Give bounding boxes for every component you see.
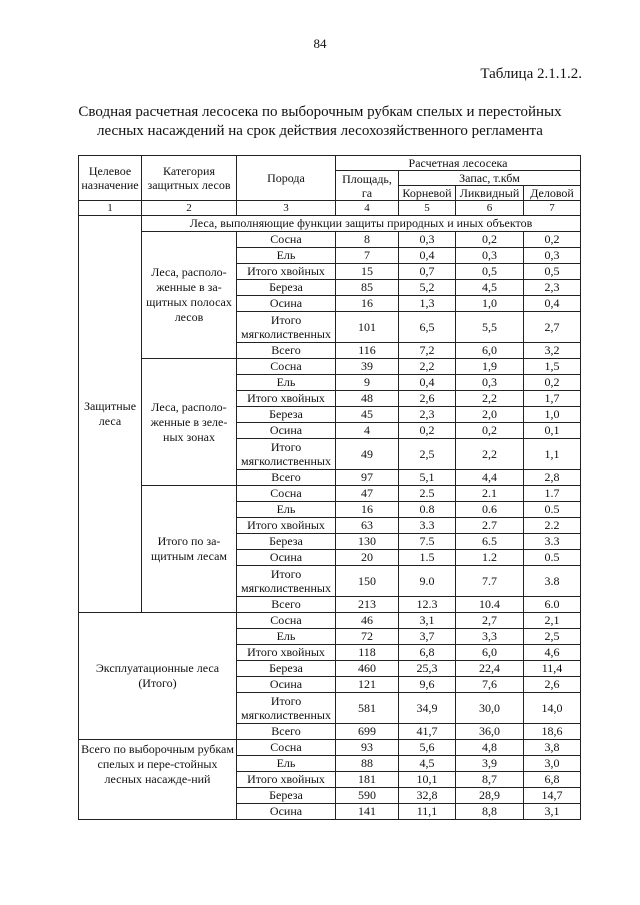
cell-species: Береза xyxy=(237,407,336,423)
cell-liquid: 0,2 xyxy=(456,232,524,248)
cell-area: 49 xyxy=(336,439,399,470)
group-total-protective: Итого по за-щитным лесам xyxy=(142,486,237,613)
cell-species: Сосна xyxy=(237,613,336,629)
group-strips: Леса, располо-женные в за-щитных полосах лесов xyxy=(142,232,237,359)
page-number: 84 xyxy=(313,36,327,51)
cell-root: 2,6 xyxy=(399,391,456,407)
cell-business: 0.5 xyxy=(524,502,581,518)
cell-business: 2.2 xyxy=(524,518,581,534)
cell-liquid: 2.7 xyxy=(456,518,524,534)
cell-business: 4,6 xyxy=(524,645,581,661)
cell-species: Осина xyxy=(237,804,336,820)
cell-liquid: 6,0 xyxy=(456,343,524,359)
cell-area: 130 xyxy=(336,534,399,550)
cell-business: 6.0 xyxy=(524,597,581,613)
cell-area: 101 xyxy=(336,312,399,343)
cell-species: Итого мягколиственных xyxy=(237,693,336,724)
cell-business: 1.7 xyxy=(524,486,581,502)
cell-area: 16 xyxy=(336,296,399,312)
cell-species: Итого хвойных xyxy=(237,518,336,534)
cell-liquid: 4,8 xyxy=(456,740,524,756)
header-liquid: Ликвидный xyxy=(456,186,524,201)
cell-root: 9,6 xyxy=(399,677,456,693)
cell-liquid: 28,9 xyxy=(456,788,524,804)
cell-root: 34,9 xyxy=(399,693,456,724)
cell-business: 2,8 xyxy=(524,470,581,486)
cell-species: Итого хвойных xyxy=(237,264,336,280)
cell-business: 14,0 xyxy=(524,693,581,724)
cell-business: 0,5 xyxy=(524,264,581,280)
cell-species: Береза xyxy=(237,534,336,550)
cell-root: 41,7 xyxy=(399,724,456,740)
cell-species: Сосна xyxy=(237,486,336,502)
cell-liquid: 10.4 xyxy=(456,597,524,613)
cell-business: 2,7 xyxy=(524,312,581,343)
cell-root: 32,8 xyxy=(399,788,456,804)
cell-liquid: 0,2 xyxy=(456,423,524,439)
cell-species: Осина xyxy=(237,296,336,312)
header-category: Категория защитных лесов xyxy=(142,156,237,201)
cell-area: 39 xyxy=(336,359,399,375)
cell-species: Всего xyxy=(237,343,336,359)
cell-liquid: 7,6 xyxy=(456,677,524,693)
col-number: 5 xyxy=(399,201,456,216)
cell-area: 181 xyxy=(336,772,399,788)
cell-area: 20 xyxy=(336,550,399,566)
cell-liquid: 5,5 xyxy=(456,312,524,343)
cell-species: Ель xyxy=(237,502,336,518)
page-title xyxy=(60,103,580,141)
table-row xyxy=(79,232,581,248)
table-row xyxy=(79,740,581,756)
cell-area: 47 xyxy=(336,486,399,502)
cell-species: Сосна xyxy=(237,359,336,375)
col-number: 4 xyxy=(336,201,399,216)
cell-species: Итого хвойных xyxy=(237,391,336,407)
cell-business: 2,5 xyxy=(524,629,581,645)
cell-liquid: 36,0 xyxy=(456,724,524,740)
cell-area: 121 xyxy=(336,677,399,693)
cell-root: 10,1 xyxy=(399,772,456,788)
cell-business: 0,2 xyxy=(524,232,581,248)
cell-root: 5,6 xyxy=(399,740,456,756)
cell-root: 12.3 xyxy=(399,597,456,613)
cell-business: 2,3 xyxy=(524,280,581,296)
forest-cut-table xyxy=(78,155,581,820)
cell-liquid: 22,4 xyxy=(456,661,524,677)
cell-business: 0,4 xyxy=(524,296,581,312)
header-calc-cut: Расчетная лесосека xyxy=(336,156,581,171)
cell-liquid: 8,7 xyxy=(456,772,524,788)
header-root: Корневой xyxy=(399,186,456,201)
header-species: Порода xyxy=(237,156,336,201)
cell-business: 1,7 xyxy=(524,391,581,407)
cell-liquid: 0,3 xyxy=(456,375,524,391)
cell-liquid: 0.6 xyxy=(456,502,524,518)
cell-species: Итого мягколиственных xyxy=(237,566,336,597)
cell-root: 4,5 xyxy=(399,756,456,772)
cell-business: 3,8 xyxy=(524,740,581,756)
cell-business: 0,3 xyxy=(524,248,581,264)
cell-business: 3,0 xyxy=(524,756,581,772)
cell-liquid: 8,8 xyxy=(456,804,524,820)
cell-area: 63 xyxy=(336,518,399,534)
cell-business: 2,6 xyxy=(524,677,581,693)
cell-species: Ель xyxy=(237,375,336,391)
cell-root: 3,7 xyxy=(399,629,456,645)
cell-species: Осина xyxy=(237,423,336,439)
col-number: 2 xyxy=(142,201,237,216)
cell-species: Всего xyxy=(237,597,336,613)
cell-area: 48 xyxy=(336,391,399,407)
cell-liquid: 2,0 xyxy=(456,407,524,423)
cell-root: 0,3 xyxy=(399,232,456,248)
cell-area: 9 xyxy=(336,375,399,391)
cell-area: 85 xyxy=(336,280,399,296)
cell-liquid: 2.1 xyxy=(456,486,524,502)
cell-species: Всего xyxy=(237,470,336,486)
header-area: Площадь, га xyxy=(336,171,399,201)
cell-liquid: 4,4 xyxy=(456,470,524,486)
cell-root: 7.5 xyxy=(399,534,456,550)
cell-area: 8 xyxy=(336,232,399,248)
cell-root: 0,4 xyxy=(399,375,456,391)
cell-species: Всего xyxy=(237,724,336,740)
cell-root: 5,1 xyxy=(399,470,456,486)
header-business: Деловой xyxy=(524,186,581,201)
cell-species: Береза xyxy=(237,661,336,677)
cell-area: 46 xyxy=(336,613,399,629)
cell-area: 4 xyxy=(336,423,399,439)
cell-root: 2.5 xyxy=(399,486,456,502)
cell-root: 6,5 xyxy=(399,312,456,343)
cell-business: 3.8 xyxy=(524,566,581,597)
cell-root: 2,3 xyxy=(399,407,456,423)
cell-root: 1.5 xyxy=(399,550,456,566)
cell-species: Сосна xyxy=(237,232,336,248)
cell-business: 0.5 xyxy=(524,550,581,566)
col-number: 7 xyxy=(524,201,581,216)
cell-species: Итого мягколиственных xyxy=(237,312,336,343)
col-number: 1 xyxy=(79,201,142,216)
cell-business: 3.3 xyxy=(524,534,581,550)
cell-root: 7,2 xyxy=(399,343,456,359)
cell-area: 590 xyxy=(336,788,399,804)
cell-root: 0,7 xyxy=(399,264,456,280)
cell-area: 118 xyxy=(336,645,399,661)
table-row xyxy=(79,486,581,502)
cell-root: 3,1 xyxy=(399,613,456,629)
cell-liquid: 3,9 xyxy=(456,756,524,772)
cell-area: 150 xyxy=(336,566,399,597)
cell-species: Итого мягколиственных xyxy=(237,439,336,470)
group-protective: Защитные леса xyxy=(79,216,142,613)
cell-liquid: 6.5 xyxy=(456,534,524,550)
cell-root: 0,2 xyxy=(399,423,456,439)
cell-business: 2,1 xyxy=(524,613,581,629)
cell-root: 25,3 xyxy=(399,661,456,677)
cell-area: 581 xyxy=(336,693,399,724)
cell-area: 97 xyxy=(336,470,399,486)
cell-business: 1,0 xyxy=(524,407,581,423)
cell-species: Береза xyxy=(237,788,336,804)
cell-liquid: 3,3 xyxy=(456,629,524,645)
table-row xyxy=(79,613,581,629)
cell-root: 6,8 xyxy=(399,645,456,661)
title-line-1: Сводная расчетная лесосека по выборочным рубкам спелых и перестойных xyxy=(78,104,562,120)
cell-root: 2,2 xyxy=(399,359,456,375)
title-line-2: лесных насаждений на срок действия лесохозяйственного регламента xyxy=(97,123,543,139)
col-number: 3 xyxy=(237,201,336,216)
table-label: Таблица 2.1.1.2. xyxy=(480,66,582,82)
cell-area: 141 xyxy=(336,804,399,820)
cell-root: 0.8 xyxy=(399,502,456,518)
cell-liquid: 0,5 xyxy=(456,264,524,280)
cell-business: 11,4 xyxy=(524,661,581,677)
cell-area: 88 xyxy=(336,756,399,772)
cell-area: 213 xyxy=(336,597,399,613)
cell-area: 93 xyxy=(336,740,399,756)
cell-root: 2,5 xyxy=(399,439,456,470)
col-number: 6 xyxy=(456,201,524,216)
cell-business: 3,1 xyxy=(524,804,581,820)
cell-business: 0,1 xyxy=(524,423,581,439)
header-target: Целевое назначение xyxy=(79,156,142,201)
cell-root: 11,1 xyxy=(399,804,456,820)
cell-liquid: 30,0 xyxy=(456,693,524,724)
cell-species: Осина xyxy=(237,550,336,566)
cell-species: Итого хвойных xyxy=(237,772,336,788)
cell-liquid: 7.7 xyxy=(456,566,524,597)
cell-area: 16 xyxy=(336,502,399,518)
group-grand-total: Всего по выборочным рубкам спелых и пере-стойных лесных насажде-ний xyxy=(79,740,237,820)
cell-liquid: 1.2 xyxy=(456,550,524,566)
cell-root: 3.3 xyxy=(399,518,456,534)
cell-species: Ель xyxy=(237,756,336,772)
cell-liquid: 4,5 xyxy=(456,280,524,296)
cell-liquid: 2,2 xyxy=(456,391,524,407)
group-exploitation: Эксплуатационные леса (Итого) xyxy=(79,613,237,740)
cell-business: 6,8 xyxy=(524,772,581,788)
cell-root: 5,2 xyxy=(399,280,456,296)
cell-species: Ель xyxy=(237,629,336,645)
cell-area: 15 xyxy=(336,264,399,280)
cell-business: 14,7 xyxy=(524,788,581,804)
cell-business: 18,6 xyxy=(524,724,581,740)
cell-liquid: 2,2 xyxy=(456,439,524,470)
cell-business: 1,1 xyxy=(524,439,581,470)
cell-root: 1,3 xyxy=(399,296,456,312)
cell-business: 1,5 xyxy=(524,359,581,375)
cell-area: 7 xyxy=(336,248,399,264)
header-stock: Запас, т.кбм xyxy=(399,171,581,186)
cell-species: Осина xyxy=(237,677,336,693)
cell-species: Итого хвойных xyxy=(237,645,336,661)
cell-business: 3,2 xyxy=(524,343,581,359)
cell-liquid: 6,0 xyxy=(456,645,524,661)
cell-business: 0,2 xyxy=(524,375,581,391)
section-header: Леса, выполняющие функции защиты природных и иных объектов xyxy=(142,216,581,232)
cell-area: 460 xyxy=(336,661,399,677)
table-row xyxy=(79,359,581,375)
cell-liquid: 1,9 xyxy=(456,359,524,375)
cell-species: Ель xyxy=(237,248,336,264)
cell-liquid: 0,3 xyxy=(456,248,524,264)
cell-area: 699 xyxy=(336,724,399,740)
cell-root: 0,4 xyxy=(399,248,456,264)
cell-root: 9.0 xyxy=(399,566,456,597)
cell-species: Сосна xyxy=(237,740,336,756)
cell-area: 72 xyxy=(336,629,399,645)
cell-area: 116 xyxy=(336,343,399,359)
group-green: Леса, располо-женные в зеле-ных зонах xyxy=(142,359,237,486)
cell-liquid: 1,0 xyxy=(456,296,524,312)
cell-species: Береза xyxy=(237,280,336,296)
cell-liquid: 2,7 xyxy=(456,613,524,629)
cell-area: 45 xyxy=(336,407,399,423)
